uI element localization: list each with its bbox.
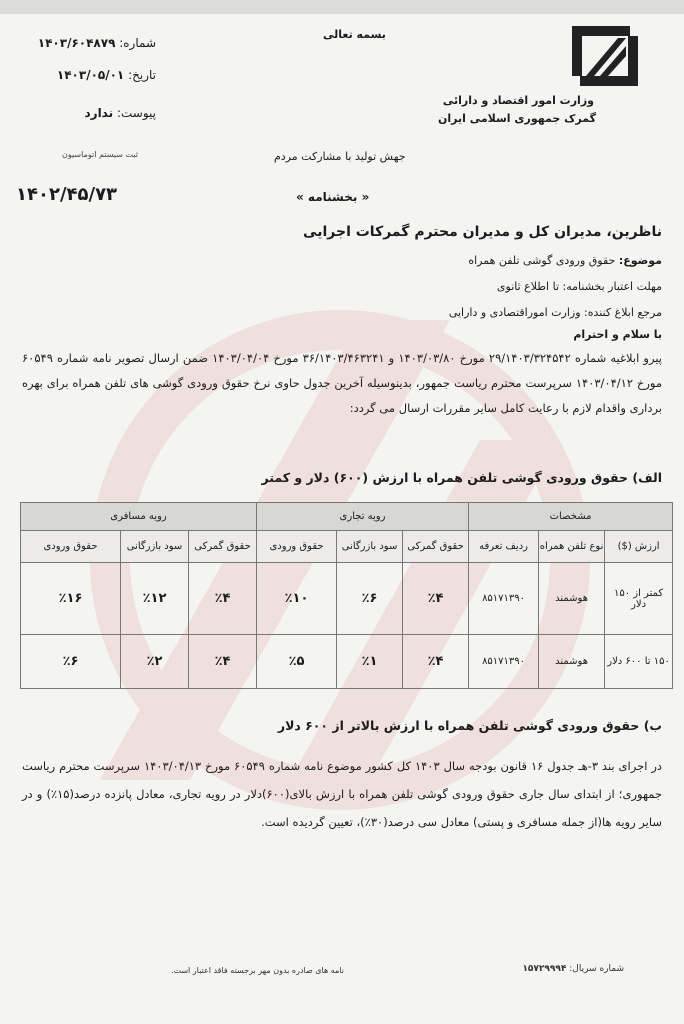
cell-pas-customs: ٪۴ <box>189 635 257 689</box>
cell-pas-customs: ٪۴ <box>189 563 257 635</box>
addressee: ناظرین، مدیران کل و مدیران محترم گمرکات اجرایی <box>303 224 662 240</box>
subject-value: حقوق ورودی گوشی تلفن همراه <box>468 254 616 267</box>
authority-line <box>449 306 662 319</box>
ministry-name: وزارت امور اقتصاد و دارائی <box>442 94 594 107</box>
basmala: بسمه تعالی <box>323 28 386 41</box>
validity-label: مهلت اعتبار بخشنامه: <box>562 280 662 293</box>
validity-line <box>497 280 662 293</box>
col-pas-customs: حقوق گمرکی <box>189 531 257 563</box>
cell-phone-type: هوشمند <box>539 563 605 635</box>
cell-tariff: ۸۵۱۷۱۳۹۰ <box>469 563 539 635</box>
cell-com-import: ٪۱۰ <box>257 563 337 635</box>
date-label: تاریخ: <box>128 68 156 82</box>
serial-value: ۱۵۷۲۹۹۹۴ <box>522 964 567 974</box>
scan-top-edge <box>0 0 684 14</box>
group-commercial: رویه تجاری <box>257 503 469 531</box>
attachment-field <box>85 106 157 120</box>
system-note: ثبت سیستم اتوماسیون <box>62 150 139 159</box>
cell-phone-type: هوشمند <box>539 635 605 689</box>
date-value: ۱۴۰۳/۰۵/۰۱ <box>56 68 125 82</box>
col-com-customs: حقوق گمرکی <box>403 531 469 563</box>
cell-pas-profit: ٪۱۲ <box>121 563 189 635</box>
table-row <box>21 563 673 635</box>
col-pas-import: حقوق ورودی <box>21 531 121 563</box>
section-b-paragraph: در اجرای بند ۳-هـ جدول ۱۶ قانون بودجه سال ۱۴۰۳ کل کشور موضوع نامه شماره ۶۰۵۴۹ مورخ ۱۴۰۳/۰۴/۱۳ سرپرست محترم ریاست جمهوری؛ از ابتدای سال جاری حقوق ورودی گوشی تلفن همراه با ارزش بالای(۶۰۰)دلار در رویه تجاری، معادل پانزده درصد(۱۵٪) و در سایر رویه ها(از جمله مسافری و پستی) معادل سی درصد(۳۰٪)، تعیین گردیده است. <box>22 759 663 829</box>
table-row <box>21 635 673 689</box>
cell-pas-import: ٪۶ <box>21 635 121 689</box>
customs-logo-icon <box>566 20 644 92</box>
cell-pas-import: ٪۱۶ <box>21 563 121 635</box>
col-value: ارزش ($) <box>605 531 673 563</box>
col-com-profit: سود بازرگانی <box>337 531 403 563</box>
attachment-label: پیوست: <box>116 106 156 120</box>
number-label: شماره: <box>119 36 156 50</box>
col-tariff: ردیف تعرفه <box>469 531 539 563</box>
subject-line <box>468 254 662 267</box>
subject-label: موضوع: <box>618 254 662 267</box>
intro-paragraph: پیرو ابلاغیه شماره ۲۹/۱۴۰۳/۳۲۴۵۴۲ مورخ ۱۴۰۳/۰۳/۸۰ و ۳۶/۱۴۰۳/۴۶۳۲۴۱ مورخ ۱۴۰۳/۰۴/۰۴ ضمن ارسال تصویر نامه شماره ۶۰۵۴۹ مورخ ۱۴۰۳/۰۴/۱۲ سرپرست محترم ریاست جمهور، بدینوسیله آخرین جدول حاوی نرخ حقوق ورودی گوشی های تلفن همراه برای بهره برداری واقدام لازم با رعایت کامل سایر مقررات ارسال می گردد: <box>22 351 663 415</box>
duty-table <box>20 502 673 689</box>
group-passenger: رویه مسافری <box>21 503 257 531</box>
customs-name: گمرک جمهوری اسلامی ایران <box>437 112 596 125</box>
col-phone-type: نوع تلفن همراه <box>539 531 605 563</box>
greeting: با سلام و احترام <box>573 328 662 341</box>
circular-title: « بخشنامه » <box>296 190 370 204</box>
number-field <box>38 36 156 50</box>
cell-com-customs: ٪۴ <box>403 563 469 635</box>
authority-value: وزارت اموراقتصادی و دارایی <box>448 306 581 319</box>
motto: جهش تولید با مشارکت مردم <box>274 150 406 163</box>
cell-value: ۱۵۰ تا ۶۰۰ دلار <box>605 635 673 689</box>
cell-com-profit: ٪۶ <box>337 563 403 635</box>
section-a-heading: الف) حقوق ورودی گوشی تلفن همراه با ارزش (۶۰۰) دلار و کمتر <box>261 470 662 485</box>
serial-label: شماره سریال: <box>569 964 624 974</box>
section-b-heading: ب) حقوق ورودی گوشی تلفن همراه با ارزش بالاتر از ۶۰۰ دلار <box>277 718 662 733</box>
cell-com-import: ٪۵ <box>257 635 337 689</box>
footer-serial <box>522 964 624 974</box>
circular-number: ۱۴۰۲/۴۵/۷۳ <box>16 184 118 205</box>
cell-value: کمتر از ۱۵۰ دلار <box>605 563 673 635</box>
authority-label: مرجع ابلاغ کننده: <box>584 306 662 319</box>
col-pas-profit: سود بازرگانی <box>121 531 189 563</box>
attachment-value: ندارد <box>84 106 114 120</box>
cell-com-customs: ٪۴ <box>403 635 469 689</box>
cell-pas-profit: ٪۲ <box>121 635 189 689</box>
footer-note: نامه های صادره بدون مهر برجسته فاقد اعتبار است. <box>170 966 344 975</box>
cell-tariff: ۸۵۱۷۱۳۹۰ <box>469 635 539 689</box>
validity-value: تا اطلاع ثانوی <box>496 280 560 293</box>
number-value: ۱۴۰۳/۶۰۴۸۷۹ <box>37 36 116 50</box>
col-com-import: حقوق ورودی <box>257 531 337 563</box>
cell-com-profit: ٪۱ <box>337 635 403 689</box>
group-specs: مشخصات <box>469 503 673 531</box>
date-field <box>57 68 156 82</box>
